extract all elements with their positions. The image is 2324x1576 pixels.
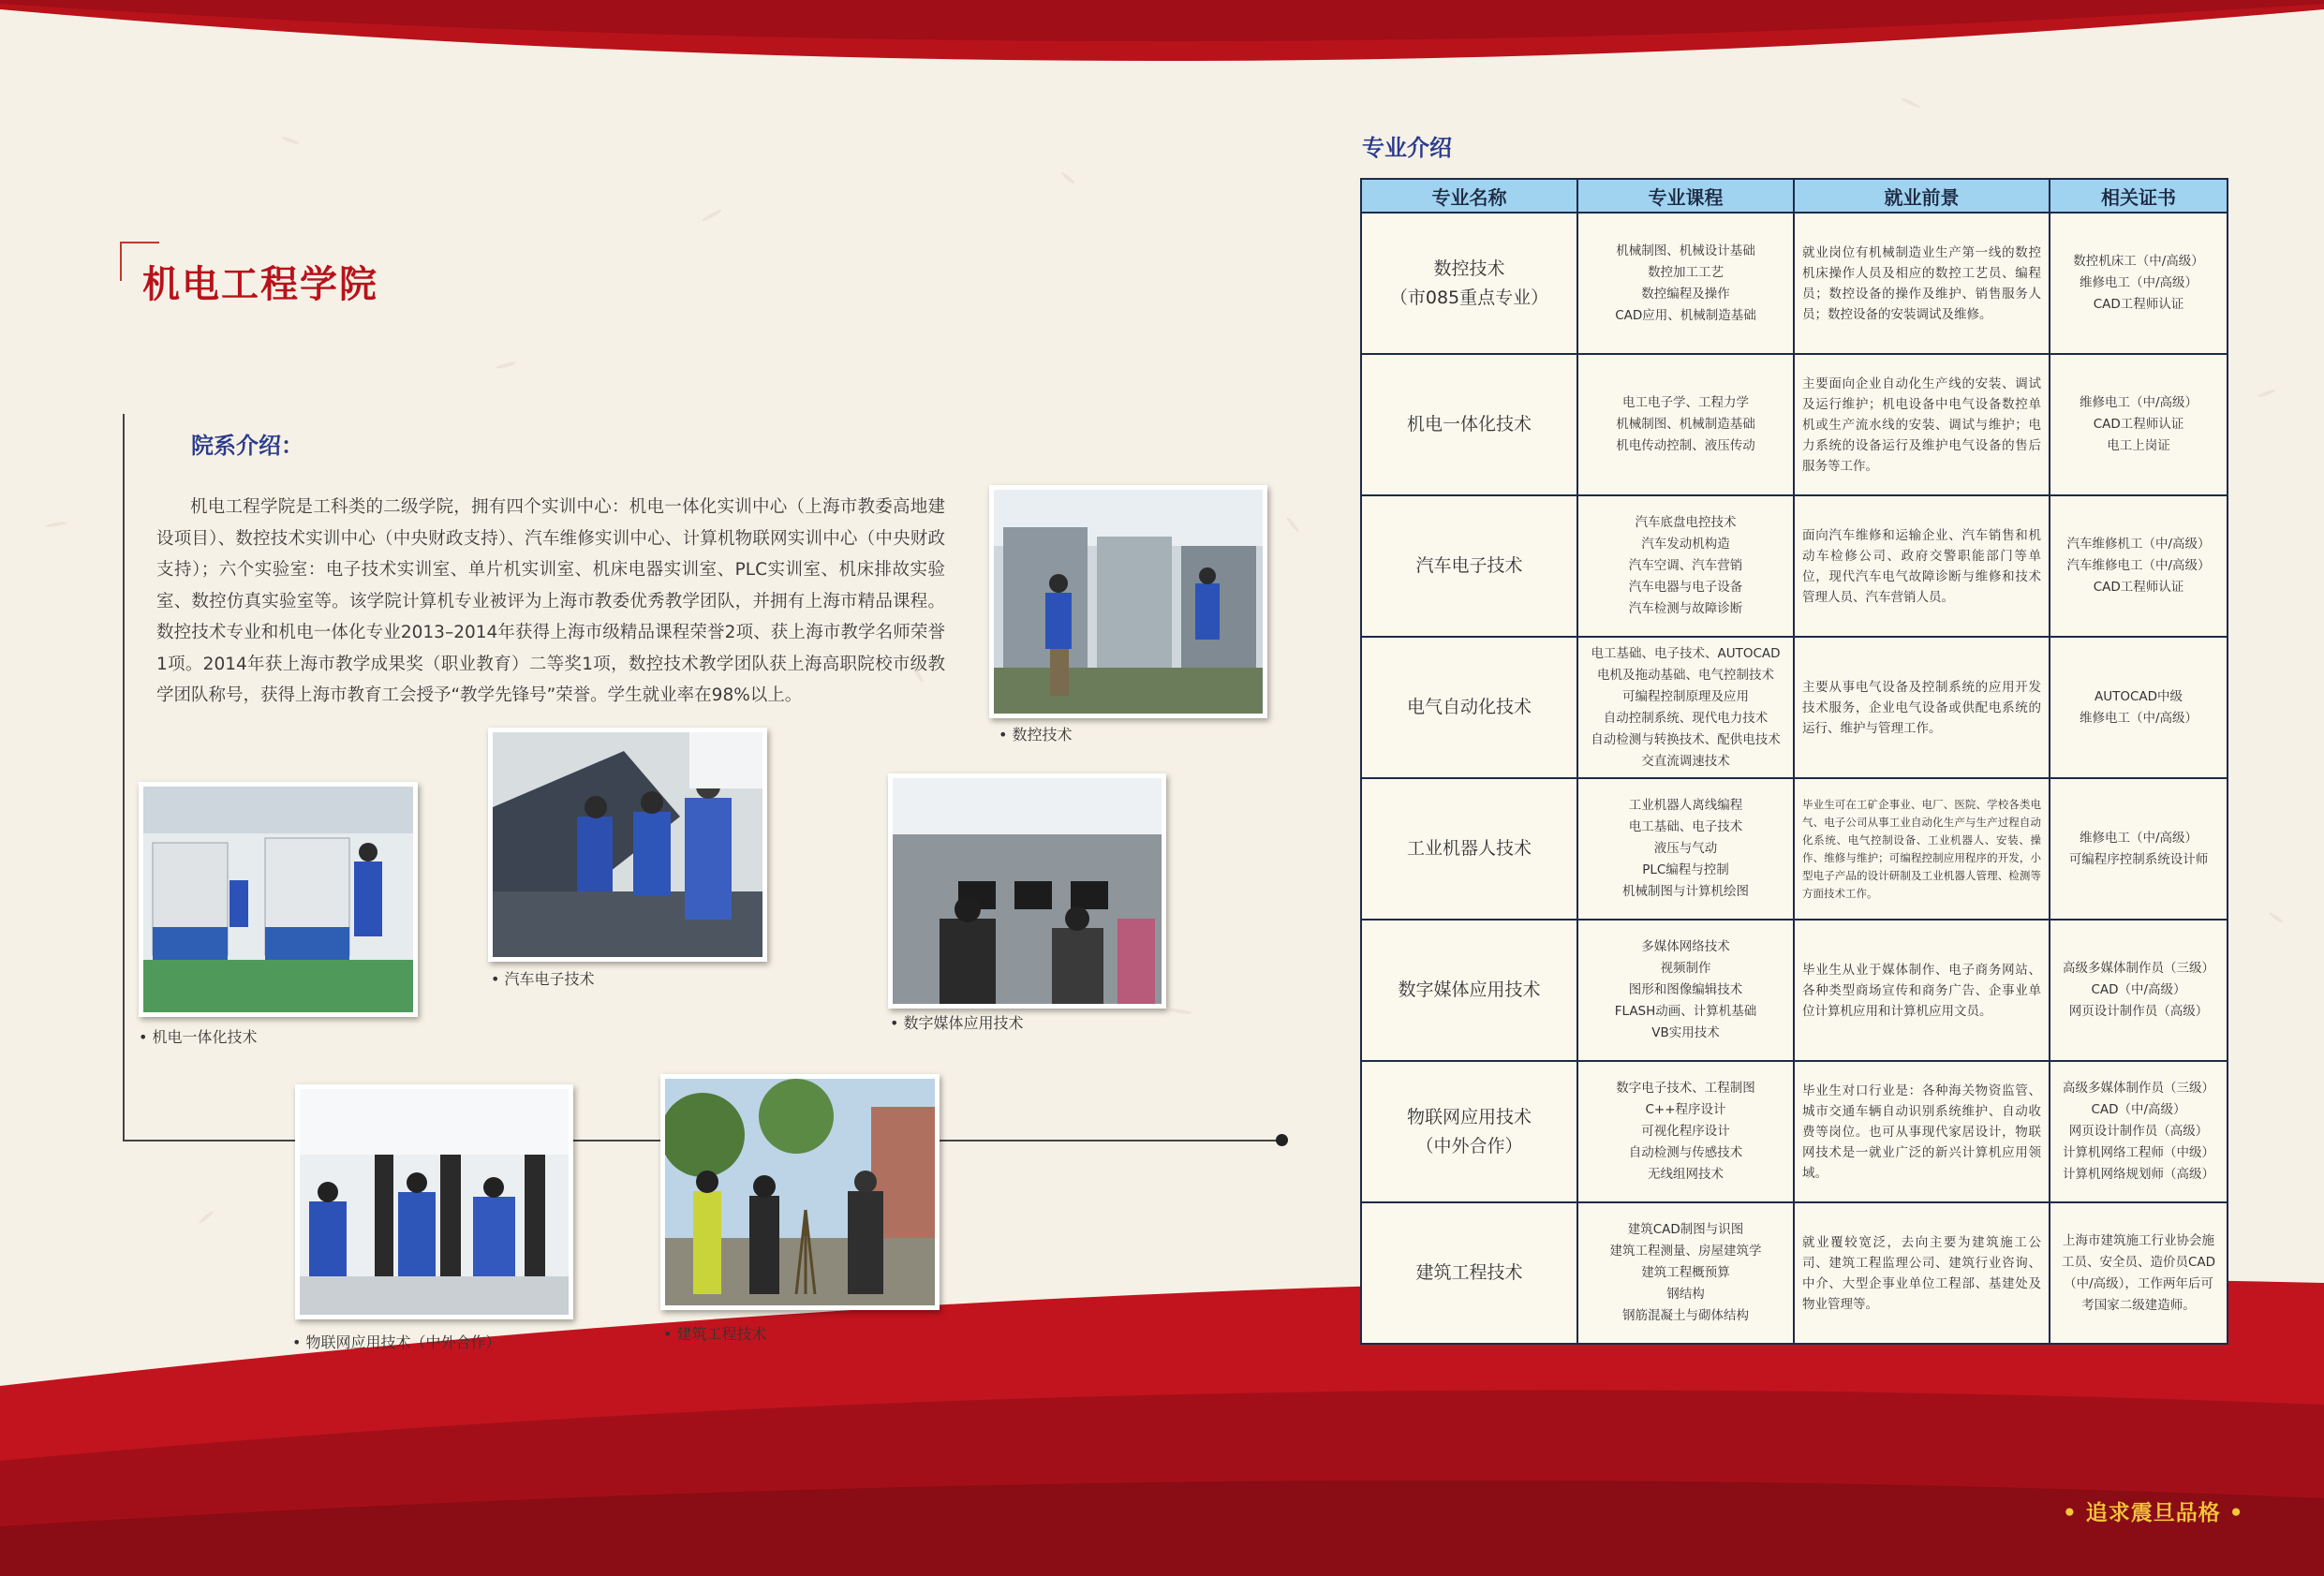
major-certificates: AUTOCAD中级 维修电工（中/高级）: [2050, 637, 2228, 778]
header-major-name: 专业名称: [1361, 179, 1577, 213]
major-career: 主要从事电气设备及控制系统的应用开发技术服务，企业电气设备或供配电系统的运行、维护与管理工作。: [1794, 637, 2050, 778]
table-row: [1361, 495, 2228, 637]
photo-iot-image: [300, 1089, 569, 1315]
major-name: 工业机器人技术: [1361, 778, 1577, 920]
table-row: [1361, 778, 2228, 920]
intro-heading: 院系介绍：: [191, 433, 303, 459]
table-row: [1361, 354, 2228, 495]
intro-paragraph: 机电工程学院是工科类的二级学院，拥有四个实训中心：机电一体化实训中心（上海市教委高地建设项目）、数控技术实训中心（中央财政支持）、汽车维修实训中心、计算机物联网实训中心（中央财政支持）；六个实验室：电子技术实训室、单片机实训室、机床电器实训室、PLC实训室、机床排故实验室、数控仿真实验室等。该学院计算机专业被评为上海市教委优秀教学团队，并拥有上海市精品课程。数控技术专业和机电一体化专业2013–2014年获得上海市级精品课程荣誉2项、获上海市教学名师荣誉1项。2014年获上海市教学成果奖（职业教育）二等奖1项，数控技术教学团队获上海高职院校市级教学团队称号，获得上海市教育工会授予“教学先锋号”荣誉。学生就业率在98%以上。: [156, 497, 945, 705]
major-certificates: 高级多媒体制作员（三级） CAD（中/高级） 网页设计制作员（高级） 计算机网络工程师（中级） 计算机网络规划师（高级）: [2050, 1061, 2228, 1202]
table-row: [1361, 920, 2228, 1061]
major-certificates: 上海市建筑施工行业协会施工员、安全员、造价员CAD（中/高级），工作两年后可考国家二级建造师。: [2050, 1202, 2228, 1344]
header-courses: 专业课程: [1577, 179, 1794, 213]
major-certificates: 数控机床工（中/高级） 维修电工（中/高级） CAD工程师认证: [2050, 213, 2228, 354]
caption-construction-engineering: • 建筑工程技术: [663, 1325, 767, 1343]
caption-iot-application: • 物联网应用技术（中外合作）: [292, 1333, 501, 1351]
photo-digital-media-image: [893, 778, 1162, 1004]
photo-digital-media: [888, 773, 1166, 1009]
majors-header-row: [1361, 179, 2228, 213]
table-row: [1361, 213, 2228, 354]
major-career: 主要面向企业自动化生产线的安装、调试及运行维护；机电设备中电气设备数控单机或生产流水线的安装、调试与维护；电力系统的设备运行及维护电气设备的售后服务等工作。: [1794, 354, 2050, 495]
major-courses: 建筑CAD制图与识图 建筑工程测量、房屋建筑学 建筑工程概预算 钢结构 钢筋混凝土与砌体结构: [1577, 1202, 1794, 1344]
photo-construction-engineering: [660, 1074, 940, 1310]
photo-construction-image: [665, 1079, 935, 1305]
table-row: [1361, 637, 2228, 778]
major-certificates: 高级多媒体制作员（三级） CAD（中/高级） 网页设计制作员（高级）: [2050, 920, 2228, 1061]
major-courses: 电工基础、电子技术、AUTOCAD 电机及拖动基础、电气控制技术 可编程控制原理及应用 自动控制系统、现代电力技术 自动检测与转换技术、配供电技术 交直流调速技术: [1577, 637, 1794, 778]
major-courses: 多媒体网络技术 视频制作 图形和图像编辑技术 FLASH动画、计算机基础 VB实用技术: [1577, 920, 1794, 1061]
photo-mechatronics-image: [143, 787, 413, 1012]
caption-automotive-electronics: • 汽车电子技术: [491, 970, 595, 988]
footer-slogan: • 追求震旦品格 •: [2063, 1501, 2244, 1525]
major-courses: 电工电子学、工程力学 机械制图、机械制造基础 机电传动控制、液压传动: [1577, 354, 1794, 495]
majors-table: [1360, 178, 2228, 1345]
header-career-prospects: 就业前景: [1794, 179, 2050, 213]
major-career: 毕业生对口行业是：各种海关物资监管、城市交通车辆自动识别系统维护、自动收费等岗位。也可从事现代家居设计，物联网技术是一就业广泛的新兴计算机应用领域。: [1794, 1061, 2050, 1202]
timeline-vertical-line: [123, 414, 125, 1141]
photo-mechatronics: [139, 782, 418, 1017]
major-certificates: 汽车维修机工（中/高级） 汽车维修电工（中/高级） CAD工程师认证: [2050, 495, 2228, 637]
table-row: [1361, 1202, 2228, 1344]
major-certificates: 维修电工（中/高级） CAD工程师认证 电工上岗证: [2050, 354, 2228, 495]
header-certificates: 相关证书: [2050, 179, 2228, 213]
major-name: 汽车电子技术: [1361, 495, 1577, 637]
caption-cnc-technology: • 数控技术: [999, 726, 1073, 744]
major-career: 就业覆较宽泛，去向主要为建筑施工公司、建筑工程监理公司、建筑行业咨询、中介、大型企事业单位工程部、基建处及物业管理等。: [1794, 1202, 2050, 1344]
photo-automotive-electronics: [488, 728, 767, 962]
photo-automotive-image: [493, 732, 762, 957]
major-career: 面向汽车维修和运输企业、汽车销售和机动车检修公司、政府交警职能部门等单位，现代汽车电气故障诊断与维修和技术管理人员、汽车营销人员。: [1794, 495, 2050, 637]
major-courses: 机械制图、机械设计基础 数控加工工艺 数控编程及操作 CAD应用、机械制造基础: [1577, 213, 1794, 354]
major-courses: 数字电子技术、工程制图 C++程序设计 可视化程序设计 自动检测与传感技术 无线组网技术: [1577, 1061, 1794, 1202]
major-name: 数字媒体应用技术: [1361, 920, 1577, 1061]
table-row: [1361, 1061, 2228, 1202]
major-name: 电气自动化技术: [1361, 637, 1577, 778]
timeline-end-dot: [1276, 1134, 1288, 1146]
photo-cnc-image: [994, 490, 1263, 714]
major-courses: 工业机器人离线编程 电工基础、电子技术 液压与气动 PLC编程与控制 机械制图与计算机绘图: [1577, 778, 1794, 920]
majors-heading: 专业介绍: [1362, 135, 1452, 161]
photo-iot-application: [295, 1084, 573, 1319]
photo-cnc-technology: [989, 485, 1267, 718]
caption-mechatronics: • 机电一体化技术: [139, 1028, 258, 1046]
major-name: 数控技术 （市085重点专业）: [1361, 213, 1577, 354]
major-name: 物联网应用技术 （中外合作）: [1361, 1061, 1577, 1202]
major-name: 机电一体化技术: [1361, 354, 1577, 495]
major-certificates: 维修电工（中/高级） 可编程序控制系统设计师: [2050, 778, 2228, 920]
college-title: 机电工程学院: [142, 262, 378, 306]
major-career: 毕业生从业于媒体制作、电子商务网站、各种类型商场宣传和商务广告、企事业单位计算机应用和计算机应用文员。: [1794, 920, 2050, 1061]
major-career: 就业岗位有机械制造业生产第一线的数控机床操作人员及相应的数控工艺员、编程员；数控设备的操作及维护、销售服务人员；数控设备的安装调试及维修。: [1794, 213, 2050, 354]
major-name: 建筑工程技术: [1361, 1202, 1577, 1344]
major-career: 毕业生可在工矿企事业、电厂、医院、学校各类电气、电子公司从事工业自动化生产与生产过程自动化系统、电气控制设备、工业机器人、安装、操作、维修与维护；可编程控制应用程序的开发，小型电子产品的设计研制及工业机器人管理、检测等方面技术工作。: [1794, 778, 2050, 920]
caption-digital-media: • 数字媒体应用技术: [890, 1014, 1024, 1032]
major-courses: 汽车底盘电控技术 汽车发动机构造 汽车空调、汽车营销 汽车电器与电子设备 汽车检测与故障诊断: [1577, 495, 1794, 637]
